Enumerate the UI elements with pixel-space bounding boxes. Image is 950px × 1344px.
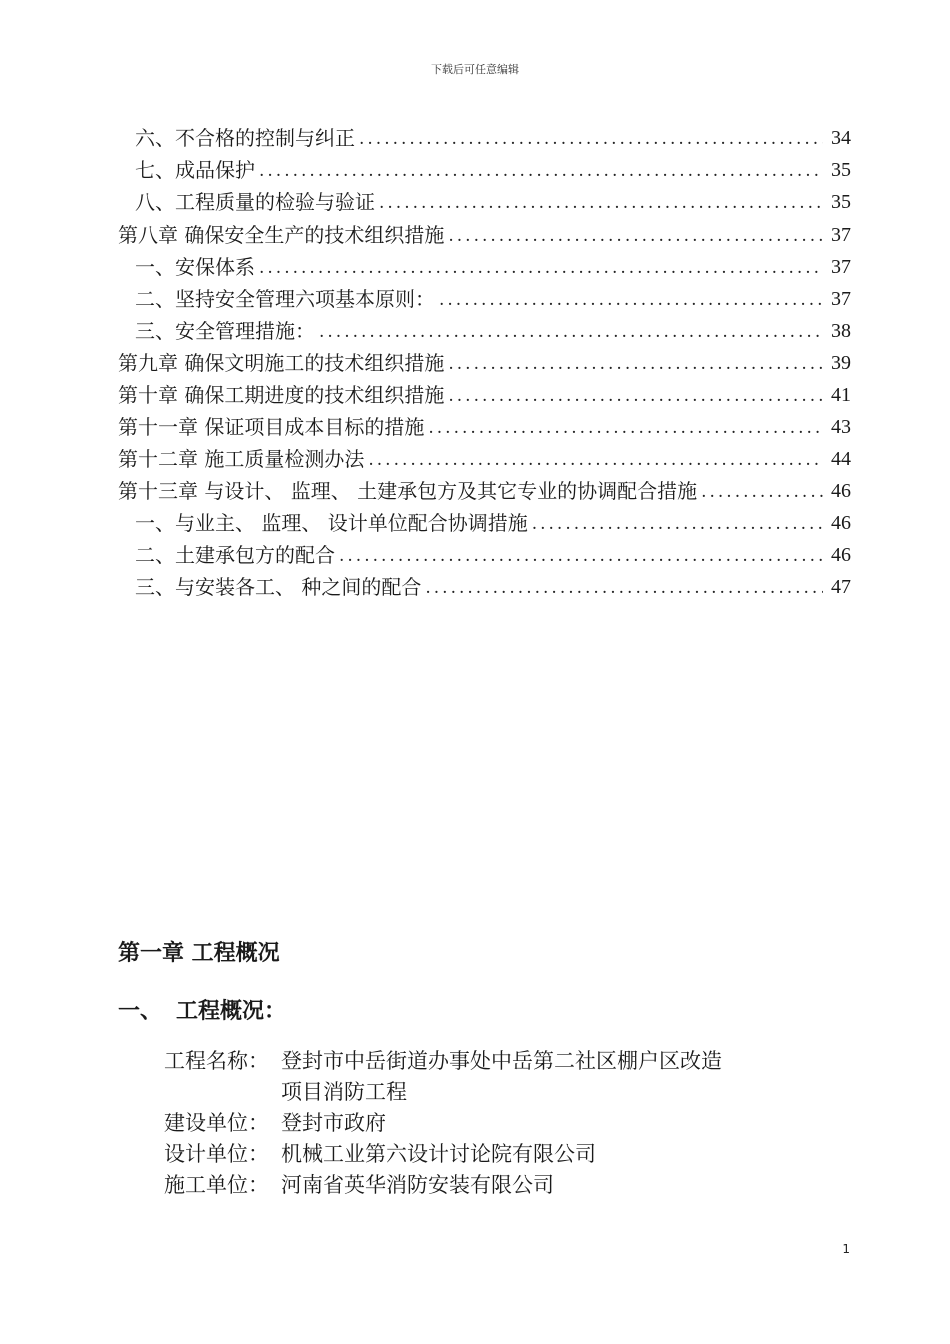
- toc-entry[interactable]: [135, 283, 851, 315]
- info-label: 施工单位：: [164, 1173, 269, 1197]
- toc-entry[interactable]: [135, 122, 851, 154]
- toc-entry-page: 37: [831, 288, 851, 310]
- toc-entry[interactable]: [135, 186, 851, 218]
- toc-entry-page: 39: [831, 352, 851, 374]
- toc-chapter-entry[interactable]: [118, 219, 851, 251]
- toc-chapter-entry[interactable]: [118, 475, 851, 507]
- chapter-heading: 第一章 工程概况: [118, 941, 280, 966]
- toc-entry-number: 八、: [135, 190, 175, 214]
- project-info-row: [164, 1170, 741, 1201]
- toc-entry-number: 二、: [135, 287, 175, 311]
- toc-entry-page: 34: [831, 127, 851, 149]
- toc-entry-title: 不合格的控制与纠正: [175, 126, 355, 150]
- project-info-row: [164, 1046, 741, 1108]
- toc-entry-number: 一、: [135, 511, 175, 535]
- toc-entry-title: 安全管理措施：: [175, 319, 315, 343]
- info-label: 工程名称：: [164, 1049, 269, 1073]
- info-value: 河南省英华消防安装有限公司: [281, 1173, 554, 1197]
- toc-entry-page: 43: [831, 416, 851, 438]
- toc-entry-page: 46: [831, 544, 851, 566]
- toc-leader-dots: [439, 284, 823, 316]
- toc-leader-dots: [448, 220, 823, 252]
- toc-entry[interactable]: [135, 539, 851, 571]
- toc-entry[interactable]: [135, 251, 851, 283]
- toc-entry-title: 第九章 确保文明施工的技术组织措施: [118, 351, 445, 375]
- toc-entry-page: 37: [831, 224, 851, 246]
- info-label: 建设单位：: [164, 1111, 269, 1135]
- toc-entry-title: 土建承包方的配合: [175, 543, 335, 567]
- info-value: 机械工业第六设计讨论院有限公司: [281, 1142, 596, 1166]
- toc-entry-number: 六、: [135, 126, 175, 150]
- toc-entry-title: 与安装各工、 种之间的配合: [175, 575, 422, 599]
- info-value: 登封市政府: [281, 1111, 386, 1135]
- toc-leader-dots: [259, 252, 823, 284]
- info-value: 登封市中岳街道办事处中岳第二社区棚户区改造项目消防工程: [281, 1049, 722, 1104]
- toc-entry-number: 二、: [135, 543, 175, 567]
- toc-entry-page: 35: [831, 191, 851, 213]
- toc-entry-number: 三、: [135, 319, 175, 343]
- toc-entry[interactable]: [135, 154, 851, 186]
- toc-entry-title: 第八章 确保安全生产的技术组织措施: [118, 223, 445, 247]
- toc-entry-title: 坚持安全管理六项基本原则：: [175, 287, 435, 311]
- toc-entry[interactable]: [135, 571, 851, 603]
- toc-entry-page: 35: [831, 159, 851, 181]
- toc-leader-dots: [448, 348, 823, 380]
- toc-entry-page: 46: [831, 480, 851, 502]
- toc-entry-title: 第十二章 施工质量检测办法: [118, 447, 365, 471]
- toc-leader-dots: [701, 476, 823, 508]
- section-number: 一、: [118, 999, 163, 1024]
- toc-entry-title: 第十章 确保工期进度的技术组织措施: [118, 383, 445, 407]
- toc-entry-title: 第十一章 保证项目成本目标的措施: [118, 415, 425, 439]
- toc-leader-dots: [339, 540, 823, 572]
- toc-entry-page: 41: [831, 384, 851, 406]
- toc-entry-title: 工程质量的检验与验证: [175, 190, 375, 214]
- project-info-row: [164, 1139, 741, 1170]
- toc-entry[interactable]: [135, 507, 851, 539]
- toc-entry-number: 一、: [135, 255, 175, 279]
- toc-leader-dots: [319, 316, 823, 348]
- toc-leader-dots: [259, 155, 823, 187]
- section-title-text: 工程概况：: [176, 999, 287, 1024]
- toc-entry-number: 三、: [135, 575, 175, 599]
- toc-chapter-entry[interactable]: [118, 443, 851, 475]
- toc-leader-dots: [428, 412, 823, 444]
- toc-leader-dots: [359, 123, 823, 155]
- toc-leader-dots: [379, 187, 823, 219]
- toc-entry-number: 七、: [135, 158, 175, 182]
- toc-entry-title: 成品保护: [175, 158, 255, 182]
- toc-chapter-entry[interactable]: [118, 347, 851, 379]
- toc-leader-dots: [368, 444, 823, 476]
- toc-entry[interactable]: [135, 315, 851, 347]
- toc-chapter-entry[interactable]: [118, 411, 851, 443]
- toc-entry-page: 38: [831, 320, 851, 342]
- toc-entry-page: 37: [831, 256, 851, 278]
- toc-entry-title: 第十三章 与设计、 监理、 土建承包方及其它专业的协调配合措施: [118, 479, 698, 503]
- project-info-list: [164, 1046, 741, 1201]
- toc-entry-title: 安保体系: [175, 255, 255, 279]
- info-label: 设计单位：: [164, 1142, 269, 1166]
- toc-entry-page: 47: [831, 576, 851, 598]
- project-info-row: [164, 1108, 741, 1139]
- toc-leader-dots: [448, 380, 823, 412]
- toc-entry-page: 44: [831, 448, 851, 470]
- toc-chapter-entry[interactable]: [118, 379, 851, 411]
- toc-entry-page: 46: [831, 512, 851, 534]
- page-header: 下载后可任意编辑: [431, 63, 519, 76]
- toc-leader-dots: [532, 508, 823, 540]
- toc-leader-dots: [425, 572, 823, 604]
- page-number: 1: [842, 1242, 850, 1256]
- toc-entry-title: 与业主、 监理、 设计单位配合协调措施: [175, 511, 528, 535]
- section-heading: [118, 994, 286, 1025]
